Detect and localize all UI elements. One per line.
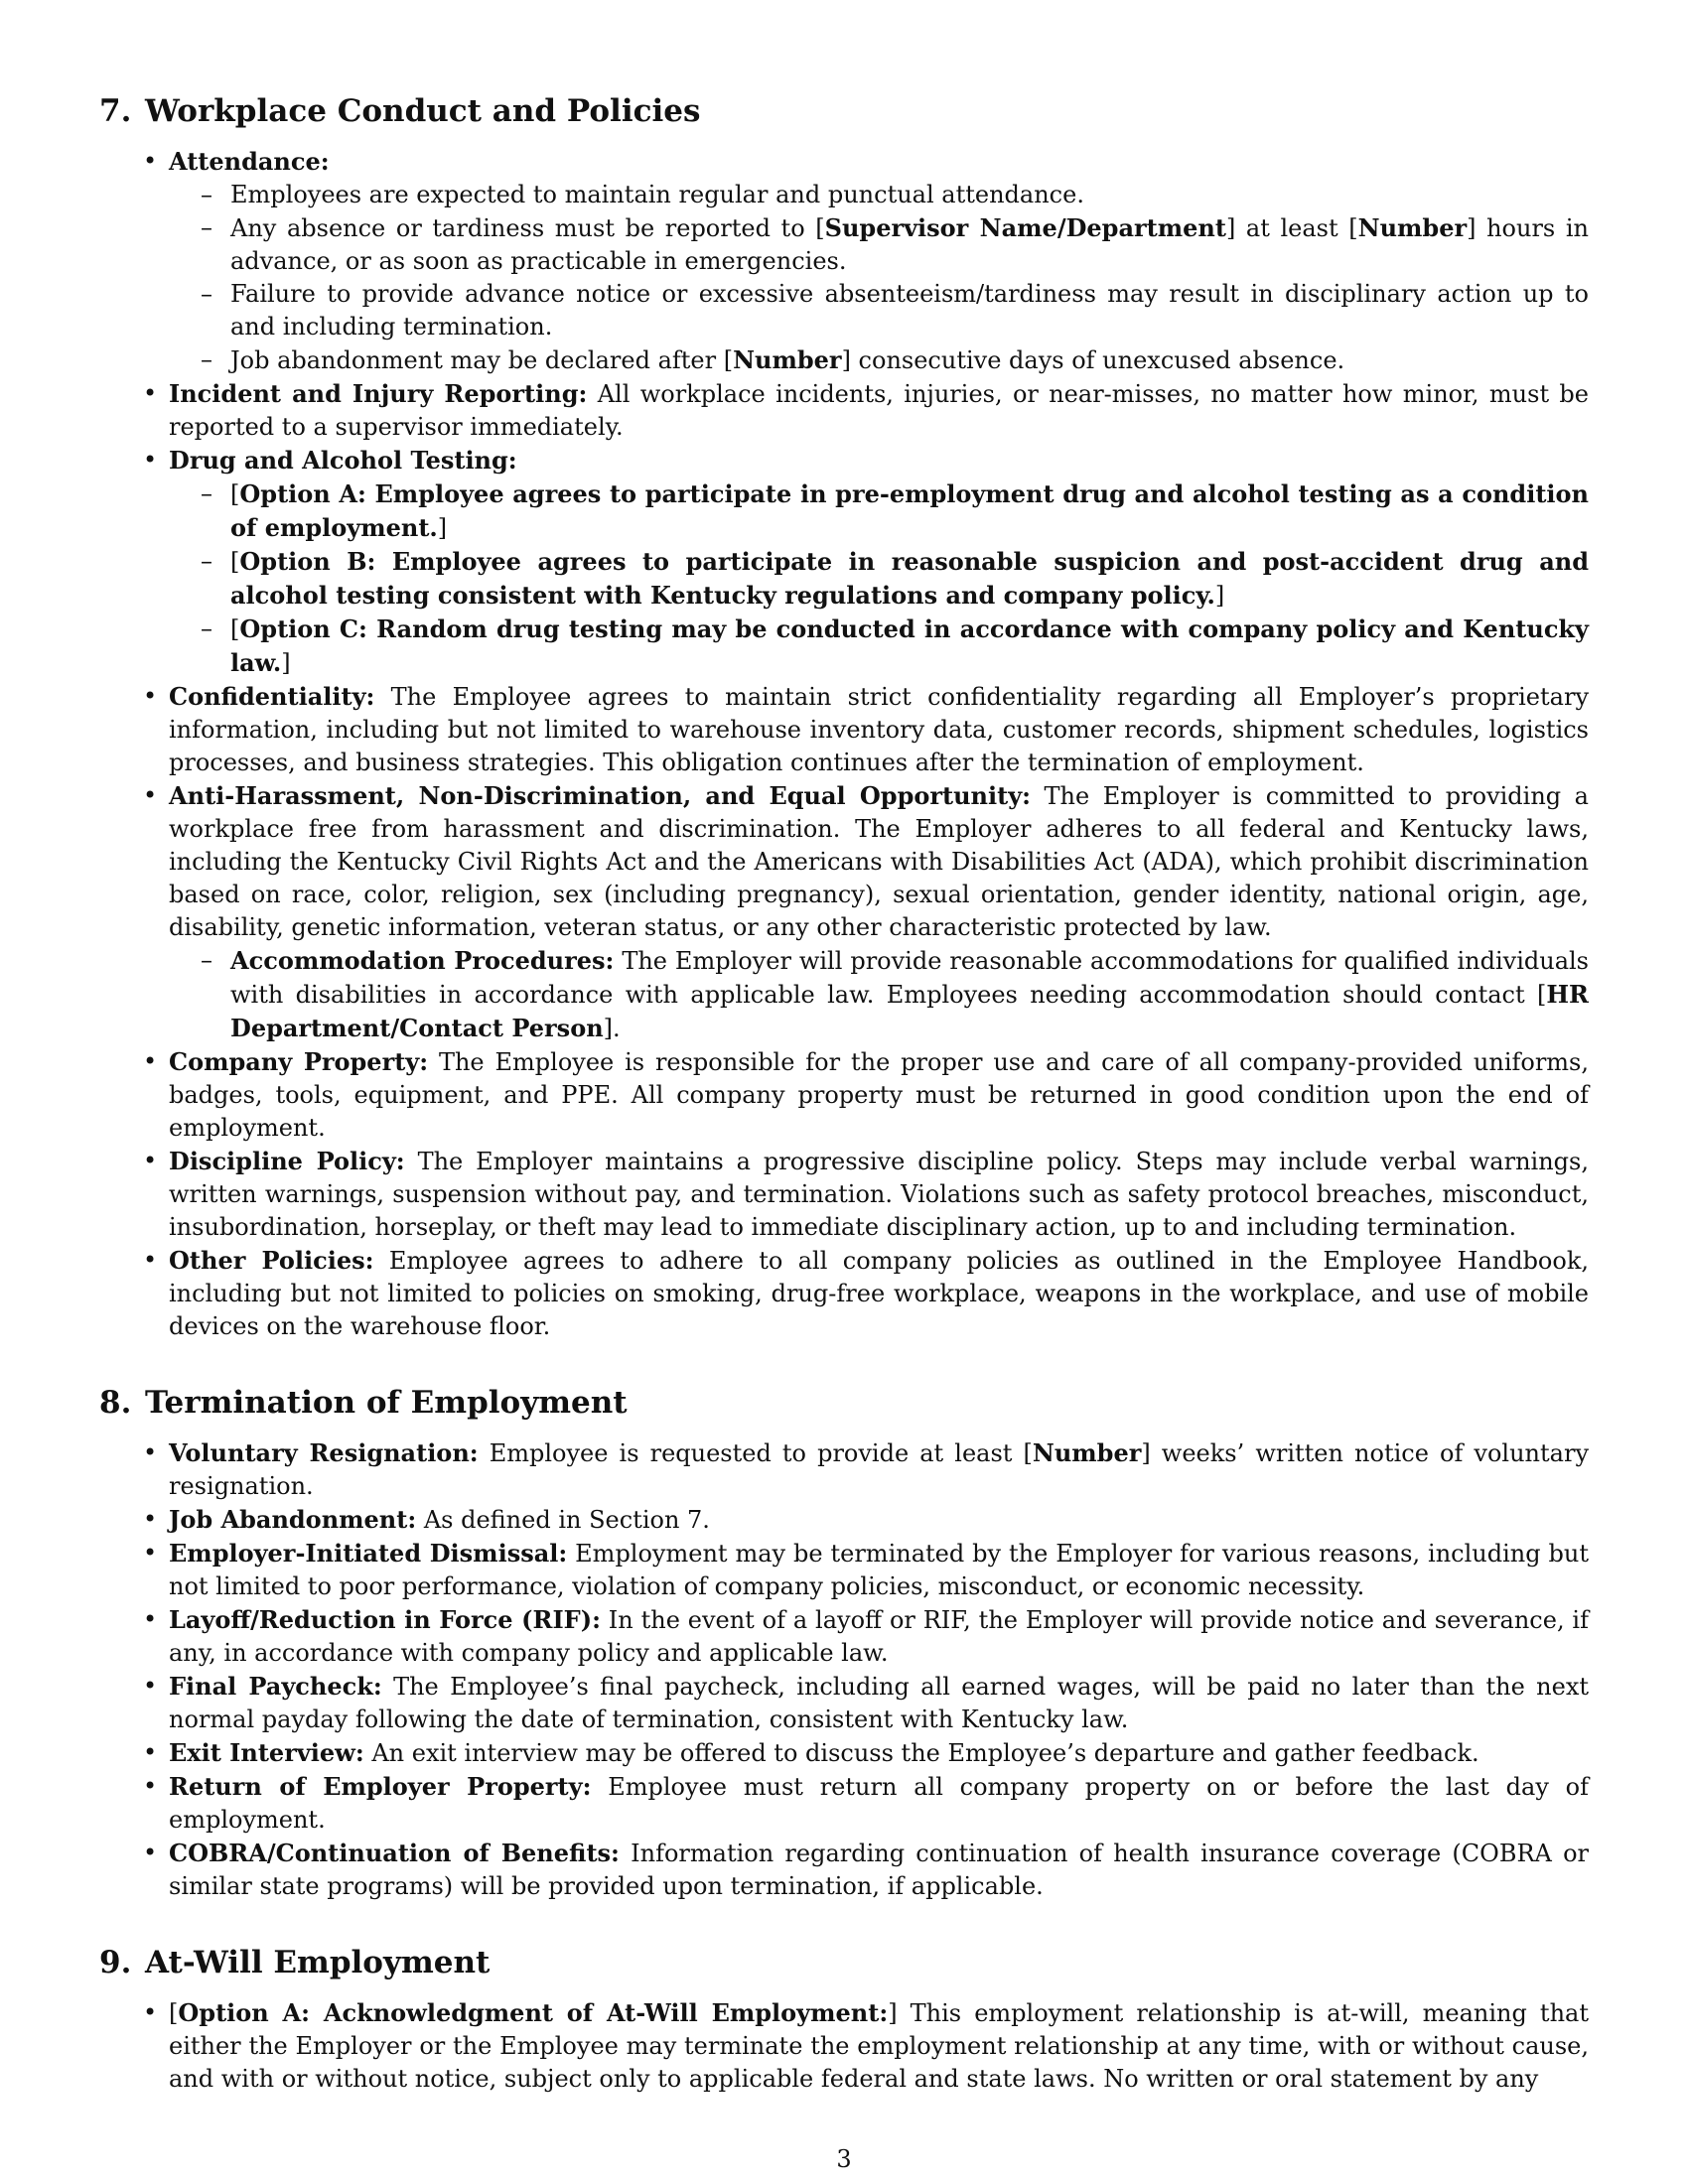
page-number: 3 — [836, 2145, 852, 2173]
list-item-other-policies: • Other Policies: Employee agrees to adhere to all company policies as outlined in the Employee Handbook, including but not limited to policies on smoking, drug-free workplace, weapons in the workplace, and use of mobile devices on the warehouse floor. — [169, 1244, 1589, 1343]
list-item-incident: • Incident and Injury Reporting: All workplace incidents, injuries, or near-misses, no matter how minor, must be reported to a supervisor immediately. — [169, 377, 1589, 444]
section-number: 9. — [99, 1945, 132, 1980]
item-label: Attendance: — [169, 147, 330, 176]
list-item-attendance — [169, 145, 1589, 377]
item-label: COBRA/Continuation of Benefits: — [169, 1839, 620, 1867]
list-item-abandonment: • Job Abandonment: As defined in Section 7. — [169, 1503, 1589, 1537]
list-item-exit-interview: • Exit Interview: An exit interview may be offered to discuss the Employee’s departure and gather feedback. — [169, 1736, 1589, 1770]
list-item-discipline: • Discipline Policy: The Employer maintains a progressive discipline policy. Steps may include verbal warnings, written warnings, suspension without pay, and termination. Violations such as safety protocol breaches, misconduct, insubordination, horseplay, or theft may lead to immediate disciplinary action, up to and including termination. — [169, 1145, 1589, 1244]
section-title: At-Will Employment — [145, 1945, 491, 1980]
placeholder-field: Supervisor Name/Department — [824, 213, 1226, 242]
section-title: Workplace Conduct and Policies — [145, 93, 701, 129]
item-label: Layoff/Reduction in Force (RIF): — [169, 1605, 601, 1634]
item-label: Company Property: — [169, 1047, 429, 1076]
list-item-company-property: • Company Property: The Employee is responsible for the proper use and care of all company-provided uniforms, badges, tools, equipment, and PPE. All company property must be returned in good condition upon the end of employment. — [169, 1045, 1589, 1145]
sub-list — [169, 944, 1589, 1045]
sub-list — [169, 478, 1589, 680]
placeholder-field: Number — [733, 345, 842, 374]
item-label: Employer-Initiated Dismissal: — [169, 1539, 568, 1568]
list-item-resignation: • Voluntary Resignation: Employee is requested to provide at least [Number] weeks’ written notice of voluntary resignation. — [169, 1436, 1589, 1503]
section-8 — [99, 1383, 1589, 1903]
item-label: Job Abandonment: — [169, 1505, 417, 1534]
item-label: Exit Interview: — [169, 1738, 364, 1767]
document-page — [99, 91, 1589, 2096]
list-item-at-will-option-a: • [Option A: Acknowledgment of At-Will Employment:] This employment relationship is at-will, meaning that either the Employer or the Employee may terminate the employment relationship at any time, with or without cause, and with or without notice, subject only to applicable federal and state laws. No written or oral statement by any — [169, 1996, 1589, 2096]
item-label: Anti-Harassment, Non-Discrimination, and Equal Opportunity: — [169, 781, 1031, 810]
section-title: Termination of Employment — [145, 1385, 628, 1421]
sub-item-option-b: – [Option B: Employee agrees to participate in reasonable suspicion and post-accident drug and alcohol testing consistent with Kentucky regulations and company policy.] — [230, 545, 1589, 613]
item-label: Incident and Injury Reporting: — [169, 379, 588, 408]
section-9 — [99, 1943, 1589, 2096]
item-label: Final Paycheck: — [169, 1672, 382, 1701]
placeholder-field: Number — [1032, 1438, 1142, 1467]
item-label: Return of Employer Property: — [169, 1772, 592, 1801]
placeholder-field: HR Department/Contact Person — [230, 980, 1589, 1042]
sub-item: – Job abandonment may be declared after [Number] consecutive days of unexcused absence. — [230, 343, 1589, 377]
sub-item: – Failure to provide advance notice or excessive absenteeism/tardiness may result in disciplinary action up to and including termination. — [230, 278, 1589, 343]
item-label: Discipline Policy: — [169, 1147, 405, 1175]
sub-item: – Any absence or tardiness must be reported to [Supervisor Name/Department] at least [Number] hours in advance, or as soon as practicable in emergencies. — [230, 211, 1589, 278]
list-item-dismissal: • Employer-Initiated Dismissal: Employment may be terminated by the Employer for various reasons, including but not limited to poor performance, violation of company policies, misconduct, or economic necessity. — [169, 1537, 1589, 1603]
list-item-confidentiality: • Confidentiality: The Employee agrees to maintain strict confidentiality regarding all Employer’s proprietary information, including but not limited to warehouse inventory data, customer records, shipment schedules, logistics processes, and business strategies. This obligation continues after the termination of employment. — [169, 680, 1589, 779]
item-label: Confidentiality: — [169, 682, 375, 711]
item-label: Accommodation Procedures: — [230, 946, 615, 975]
list-item-return-property: • Return of Employer Property: Employee must return all company property on or before the last day of employment. — [169, 1770, 1589, 1837]
section-7 — [99, 91, 1589, 1343]
sub-list — [169, 179, 1589, 377]
section-number: 8. — [99, 1385, 132, 1421]
bullet-list — [99, 1996, 1589, 2096]
sub-item-option-c: – [Option C: Random drug testing may be conducted in accordance with company policy and Kentucky law.] — [230, 613, 1589, 680]
item-label: Drug and Alcohol Testing: — [169, 446, 517, 475]
list-item-final-paycheck: • Final Paycheck: The Employee’s final paycheck, including all earned wages, will be paid no later than the next normal payday following the date of termination, consistent with Kentucky law. — [169, 1670, 1589, 1736]
sub-item-option-a: – [Option A: Employee agrees to participate in pre-employment drug and alcohol testing as a condition of employment.] — [230, 478, 1589, 545]
item-label: Voluntary Resignation: — [169, 1438, 479, 1467]
item-label: Other Policies: — [169, 1246, 374, 1275]
sub-item-accommodation: – Accommodation Procedures: The Employer will provide reasonable accommodations for qualified individuals with disabilities in accordance with applicable law. Employees needing accommodation should contact [HR Department/Contact Person]. — [230, 944, 1589, 1045]
section-heading — [99, 1943, 1589, 1982]
section-number: 7. — [99, 93, 132, 129]
item-label: Option A: Acknowledgment of At-Will Employment: — [178, 1998, 889, 2027]
bullet-list — [99, 1436, 1589, 1903]
sub-item: – Employees are expected to maintain regular and punctual attendance. — [230, 179, 1589, 211]
section-heading — [99, 91, 1589, 131]
placeholder-field: Number — [1357, 213, 1468, 242]
section-heading — [99, 1383, 1589, 1423]
list-item-layoff: • Layoff/Reduction in Force (RIF): In the event of a layoff or RIF, the Employer will provide notice and severance, if any, in accordance with company policy and applicable law. — [169, 1603, 1589, 1670]
bullet-list — [99, 145, 1589, 1343]
list-item-anti-harassment: • Anti-Harassment, Non-Discrimination, and Equal Opportunity: The Employer is committed to providing a workplace free from harassment and discrimination. The Employer adheres to all federal and Kentucky laws, including the Kentucky Civil Rights Act and the Americans with Disabilities Act (ADA), which prohibit discrimination based on race, color, religion, sex (including pregnancy), sexual orientation, gender identity, national origin, age, disability, genetic information, veteran status, or any other characteristic protected by law. – Accommodation Procedures: The Employer will provide reasonable accommodations for qualified individuals with disabilities in accordance with applicable law. Employees needing accommodation should contact [HR Department/Contact Person]. — [169, 779, 1589, 1045]
list-item-drug-testing — [169, 444, 1589, 680]
list-item-cobra: • COBRA/Continuation of Benefits: Information regarding continuation of health insurance coverage (COBRA or similar state programs) will be provided upon termination, if applicable. — [169, 1837, 1589, 1903]
